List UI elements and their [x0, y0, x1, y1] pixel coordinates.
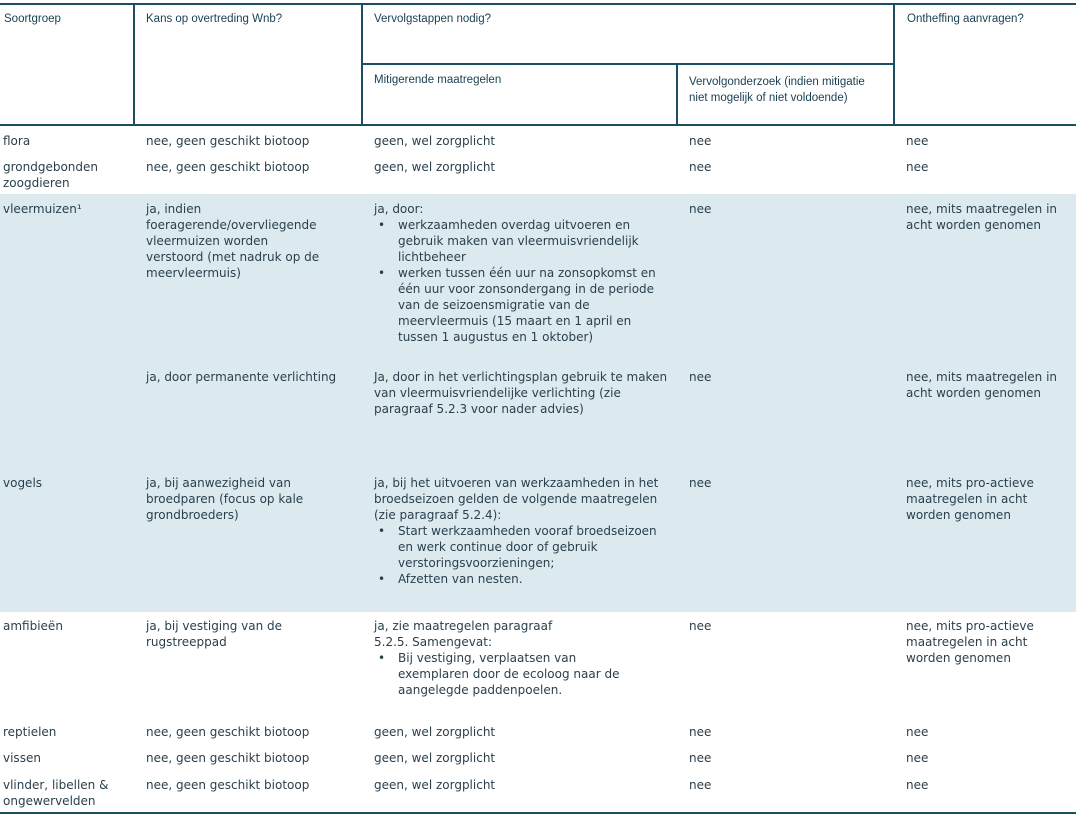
row-zoogdieren-mitigerend: geen, wel zorgplicht: [374, 160, 496, 174]
row-zoogdieren-vervolg: nee: [689, 160, 712, 174]
row-zoogdieren-kans: nee, geen geschikt biotoop: [146, 160, 310, 174]
row-flora-soort: flora: [3, 134, 31, 148]
header-kans: Kans op overtreding Wnb?: [146, 13, 283, 25]
row-amfibieen-kans: ja, bij vestiging van de rugstreeppad: [146, 619, 283, 649]
row-vissen-vervolg: nee: [689, 751, 712, 765]
subheader-border: [362, 63, 894, 65]
row-flora-kans: nee, geen geschikt biotoop: [146, 134, 310, 148]
row-vleermuizen-soort: vleermuizen¹: [3, 202, 82, 216]
list-item: • werkzaamheden overdag uitvoeren en gebruik maken van vleermuisvriendelijk lichtbeheer: [374, 217, 664, 265]
row-vogels-mitigerend-intro: ja, bij het uitvoeren van werkzaamheden in het broedseizoen gelden de volgende maatregelen (zie paragraaf 5.2.4):: [374, 476, 659, 522]
row-vogels-soort: vogels: [3, 476, 43, 490]
list-item: • Start werkzaamheden vooraf broedseizoen en werk continue door of gebruik verstoringsvoorzieningen;: [374, 523, 659, 571]
header-divider-1: [133, 4, 135, 125]
header-vervolgstappen: Vervolgstappen nodig?: [374, 13, 492, 25]
row-zoogdieren-soort: grondgebonden zoogdieren: [3, 160, 99, 190]
row-verlichting-kans: ja, door permanente verlichting: [146, 370, 337, 384]
header-bottom-border: [0, 124, 1076, 126]
header-ontheffing: Ontheffing aanvragen?: [907, 13, 1024, 25]
header-mitigerend: Mitigerende maatregelen: [374, 74, 502, 86]
list-item: • werken tussen één uur na zonsopkomst en één uur voor zonsondergang in de periode van de seizoensmigratie van de meervleermuis (15 maart en 1 april en tussen 1 augustus en 1 oktober): [374, 265, 664, 345]
row-vleermuizen-vervolg: nee: [689, 202, 712, 216]
row-vissen-ontheffing: nee: [906, 751, 929, 765]
table-bottom-border: [0, 812, 1076, 814]
row-vlinder-mitigerend: geen, wel zorgplicht: [374, 778, 496, 792]
row-reptielen-mitigerend: geen, wel zorgplicht: [374, 725, 496, 739]
row-vleermuizen-ontheffing: nee, mits maatregelen in acht worden genomen: [906, 202, 1058, 232]
row-vogels-mitigerend: [374, 475, 659, 587]
header-divider-3: [676, 64, 678, 125]
list-item: • Afzetten van nesten.: [374, 571, 659, 587]
header-divider-4: [893, 4, 895, 125]
row-vleermuizen-bullets: [374, 217, 664, 345]
row-flora-ontheffing: nee: [906, 134, 929, 148]
row-amfibieen-mitigerend-intro: ja, zie maatregelen paragraaf 5.2.5. Samengevat:: [374, 619, 553, 649]
header-soortgroep: Soortgroep: [4, 13, 61, 25]
row-amfibieen-mitigerend: [374, 618, 659, 698]
header-divider-2: [361, 4, 363, 125]
row-amfibieen-soort: amfibieën: [3, 619, 63, 633]
row-vlinder-kans: nee, geen geschikt biotoop: [146, 778, 310, 792]
row-reptielen-kans: nee, geen geschikt biotoop: [146, 725, 310, 739]
row-vissen-soort: vissen: [3, 751, 41, 765]
row-verlichting-ontheffing: nee, mits maatregelen in acht worden genomen: [906, 370, 1058, 400]
row-vogels-kans: ja, bij aanwezigheid van broedparen (focus op kale grondbroeders): [146, 476, 304, 522]
table-top-border: [0, 3, 1076, 5]
row-vleermuizen-mitigerend: [374, 201, 664, 345]
header-vervolgonderzoek: Vervolgonderzoek (indien mitigatie niet mogelijk of niet voldoende): [689, 76, 865, 104]
row-reptielen-ontheffing: nee: [906, 725, 929, 739]
row-verlichting-vervolg: nee: [689, 370, 712, 384]
row-flora-vervolg: nee: [689, 134, 712, 148]
row-reptielen-soort: reptielen: [3, 725, 57, 739]
row-amfibieen-vervolg: nee: [689, 619, 712, 633]
list-item: • Bij vestiging, verplaatsen van exemplaren door de ecoloog naar de aangelegde paddenpoelen.: [374, 650, 648, 698]
row-vleermuizen-mitigerend-intro: ja, door:: [374, 202, 424, 216]
row-vleermuizen-kans: ja, indien foeragerende/overvliegende vleermuizen worden verstoord (met nadruk op de meervleermuis): [146, 202, 320, 280]
row-zoogdieren-ontheffing: nee: [906, 160, 929, 174]
row-vogels-vervolg: nee: [689, 476, 712, 490]
row-vissen-kans: nee, geen geschikt biotoop: [146, 751, 310, 765]
row-vlinder-ontheffing: nee: [906, 778, 929, 792]
row-amfibieen-ontheffing: nee, mits pro-actieve maatregelen in acht worden genomen: [906, 619, 1034, 665]
row-flora-mitigerend: geen, wel zorgplicht: [374, 134, 496, 148]
row-vlinder-vervolg: nee: [689, 778, 712, 792]
row-amfibieen-bullets: [374, 650, 659, 698]
row-reptielen-vervolg: nee: [689, 725, 712, 739]
row-vogels-bullets: [374, 523, 659, 587]
row-verlichting-mitigerend: Ja, door in het verlichtingsplan gebruik te maken van vleermuisvriendelijke verlichting (zie paragraaf 5.2.3 voor nader advies): [374, 370, 668, 416]
row-vlinder-soort: vlinder, libellen & ongewervelden: [3, 778, 109, 808]
row-vogels-ontheffing: nee, mits pro-actieve maatregelen in acht worden genomen: [906, 476, 1034, 522]
row-vissen-mitigerend: geen, wel zorgplicht: [374, 751, 496, 765]
